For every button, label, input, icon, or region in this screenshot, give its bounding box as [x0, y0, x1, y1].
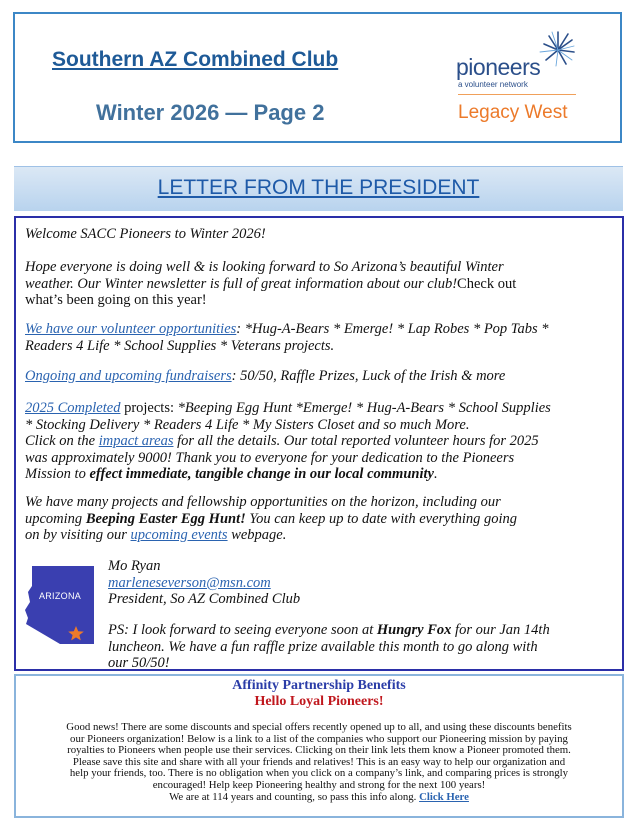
completed-paragraph: 2025 Completed projects: *Beeping Egg Hunt *Emerge! * Hug-A-Bears * School Supplies * Stocking Delivery * Readers 4 Life * My Sisters Closet and so much More. Click on the impact areas for all the details. Our total reported volunteer hours for 2025 was approximately 9000! Thank you to everyone for your dedication to the Pioneers Mission to effect immediate, tangible change in our local community.	[25, 400, 551, 482]
upcoming-events-link[interactable]: upcoming events	[130, 527, 228, 543]
letter-banner	[14, 166, 623, 211]
president-email-link[interactable]: marleneseverson@msn.com	[108, 574, 271, 591]
completed-projects-link[interactable]: 2025 Completed	[25, 400, 121, 416]
pioneers-logo	[456, 32, 586, 132]
arizona-map-icon	[22, 562, 100, 648]
letter-title: LETTER FROM THE PRESIDENT	[157, 176, 480, 199]
affinity-title: Affinity Partnership Benefits	[232, 678, 406, 693]
club-title: Southern AZ Combined Club	[52, 48, 339, 71]
signature-name: Mo Ryan	[108, 558, 161, 574]
impact-areas-link[interactable]: impact areas	[98, 433, 174, 449]
volunteer-paragraph: We have our volunteer opportunities: *Hug-A-Bears * Emerge! * Lap Robes * Pop Tabs * Readers 4 Life * School Supplies * Veterans projects.	[25, 321, 549, 354]
affinity-box	[14, 674, 624, 818]
letter-intro: Hope everyone is doing well & is looking forward to So Arizona’s beautiful Winter weather. Our Winter newsletter is full of great information about our club!Check out what’s been going on this year!	[25, 259, 517, 308]
volunteer-opportunities-link[interactable]: We have our volunteer opportunities	[25, 321, 237, 337]
signature-title: President, So AZ Combined Club	[108, 591, 301, 607]
affinity-body: Good news! There are some discounts and special offers recently opened up to all, and using these discounts benefits our Pioneers organization! Below is a link to a list of the companies who support our Pioneering mission by paying royalties to Pioneers when people use their services. Clicking on their link lets them know a Pioneer promoted them. Please save this site and share with all your friends and relatives! This is an easy way to help our organization and help your friends, too. There is no obligation when you click on a company’s link, and comparing prices is strongly encouraged! Help keep Pioneering healthy and strong for the next 100 years! We are at 114 years and counting, so pass this info along. Click Here	[66, 721, 572, 803]
ps-paragraph: PS: I look forward to seeing everyone soon at Hungry Fox for our Jan 14th luncheon. We have a fun raffle prize available this month to go along with our 50/50!	[108, 622, 550, 671]
fundraisers-paragraph: Ongoing and upcoming fundraisers: 50/50, Raffle Prizes, Luck of the Irish & more	[25, 368, 506, 384]
affinity-subtitle: Hello Loyal Pioneers!	[254, 694, 384, 709]
logo-wordmark: pioneers	[456, 54, 541, 80]
click-here-link[interactable]: Click Here	[419, 790, 469, 803]
fundraisers-link[interactable]: Ongoing and upcoming fundraisers	[25, 368, 232, 384]
logo-tagline: a volunteer network	[458, 80, 528, 89]
signature-block	[108, 558, 608, 608]
arizona-label: ARIZONA	[38, 591, 82, 601]
logo-legacy-west: Legacy West	[458, 102, 568, 123]
logo-divider	[458, 94, 576, 95]
issue-title: Winter 2026 — Page 2	[96, 100, 325, 125]
letter-greeting: Welcome SACC Pioneers to Winter 2026!	[25, 226, 266, 242]
projects-paragraph: We have many projects and fellowship opportunities on the horizon, including our upcoming Beeping Easter Egg Hunt! You can keep up to date with everything going on by visiting our upcoming events webpage.	[25, 494, 518, 543]
starburst-icon	[536, 30, 576, 70]
